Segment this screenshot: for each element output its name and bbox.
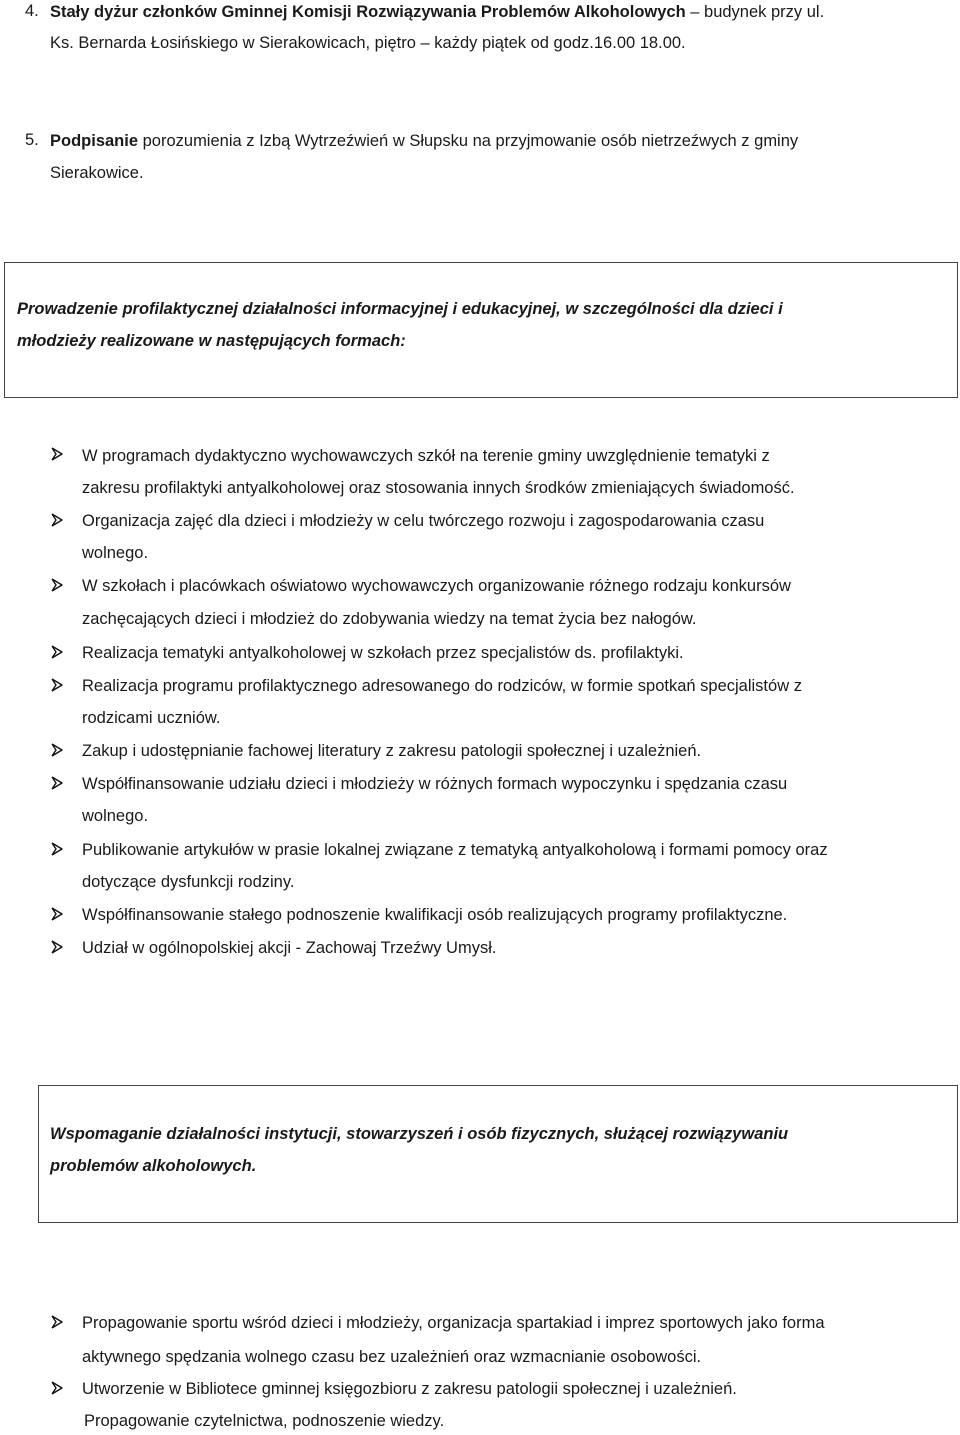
arrow-bullet-icon [50,578,66,598]
list-item-text: Organizacja zajęć dla dzieci i młodzieży w celu twórczego rozwoju i zagospodarowania czasu [82,512,765,530]
section-heading-line-1: Wspomaganie działalności instytucji, stowarzyszeń i osób fizycznych, służącej rozwiązywaniu [50,1125,789,1143]
item-number: 4. [25,2,39,20]
list-item-text: Udział w ogólnopolskiej akcji - Zachowaj Trzeźwy Umysł. [82,939,497,957]
arrow-bullet-icon [50,940,66,960]
item-line-2: Sierakowice. [50,164,144,182]
section-heading-line-2: młodzieży realizowane w następujących formach: [17,332,406,350]
section-heading-box-2 [38,1085,958,1223]
arrow-bullet-icon [50,776,66,796]
list-item-text: Publikowanie artykułów w prasie lokalnej związane z tematyką antyalkoholową i formami pomocy oraz [82,841,828,859]
arrow-bullet-icon [50,645,66,665]
item-text: – budynek przy ul. [685,3,825,21]
list-item-text-cont: rodzicami uczniów. [82,709,221,727]
list-item-text: Współfinansowanie stałego podnoszenie kwalifikacji osób realizujących programy profilaktyczne. [82,906,788,924]
numbered-item-4 [25,0,955,60]
list-item-text-cont: zachęcających dzieci i młodzież do zdobywania wiedzy na temat życia bez nałogów. [82,610,697,628]
list-item-text-cont: zakresu profilaktyki antyalkoholowej oraz stosowania innych środków zmieniających świadomość. [82,479,795,497]
list-item-text-cont: aktywnego spędzania wolnego czasu bez uzależnień oraz wzmacnianie osobowości. [82,1348,702,1366]
list-item-text: W szkołach i placówkach oświatowo wychowawczych organizowanie różnego rodzaju konkursów [82,577,791,595]
list-item-text: Współfinansowanie udziału dzieci i młodzieży w różnych formach wypoczynku i spędzania czasu [82,775,788,793]
item-bold-text: Podpisanie [50,132,139,150]
item-line-2: Ks. Bernarda Łosińskiego w Sierakowicach, piętro – każdy piątek od godz.16.00 18.00. [50,34,686,52]
list-item-text-cont: wolnego. [82,807,149,825]
list-item-text-cont: dotyczące dysfunkcji rodziny. [82,873,295,891]
list-item-text: Utworzenie w Bibliotece gminnej księgozbioru z zakresu patologii społecznej i uzależnień. [82,1380,737,1398]
list-item-text: W programach dydaktyczno wychowawczych szkół na terenie gminy uwzględnienie tematyki z [82,447,770,465]
arrow-bullet-icon [50,513,66,533]
item-number: 5. [25,131,39,149]
arrow-bullet-icon [50,743,66,763]
list-item-text-cont: Propagowanie czytelnictwa, podnoszenie wiedzy. [84,1412,445,1430]
arrow-bullet-icon [50,1381,66,1401]
item-line-1 [50,2,824,22]
list-item-text: Realizacja tematyki antyalkoholowej w szkołach przez specjalistów ds. profilaktyki. [82,644,684,662]
numbered-item-5 [25,130,955,190]
arrow-bullet-icon [50,842,66,862]
item-text: porozumienia z Izbą Wytrzeźwień w Słupsku na przyjmowanie osób nietrzeźwych z gminy [138,132,799,150]
list-item-text: Zakup i udostępnianie fachowej literatury z zakresu patologii społecznej i uzależnień. [82,742,702,760]
list-item-text: Realizacja programu profilaktycznego adresowanego do rodziców, w formie spotkań specjalistów z [82,677,802,695]
arrow-bullet-icon [50,907,66,927]
list-item-text-cont: wolnego. [82,544,149,562]
arrow-bullet-icon [50,1315,66,1335]
list-item-text: Propagowanie sportu wśród dzieci i młodzieży, organizacja spartakiad i imprez sportowych jako forma [82,1314,825,1332]
bullet-list-2 [0,1305,960,1435]
section-heading-box-1 [4,262,958,398]
arrow-bullet-icon [50,678,66,698]
item-line-1 [50,131,798,151]
section-heading-line-1: Prowadzenie profilaktycznej działalności informacyjnej i edukacyjnej, w szczególności dla dzieci i [17,300,783,318]
arrow-bullet-icon [50,447,66,467]
item-bold-text: Stały dyżur członków Gminnej Komisji Rozwiązywania Problemów Alkoholowych [50,3,686,21]
bullet-list-1 [0,440,960,970]
section-heading-line-2: problemów alkoholowych. [50,1157,257,1175]
